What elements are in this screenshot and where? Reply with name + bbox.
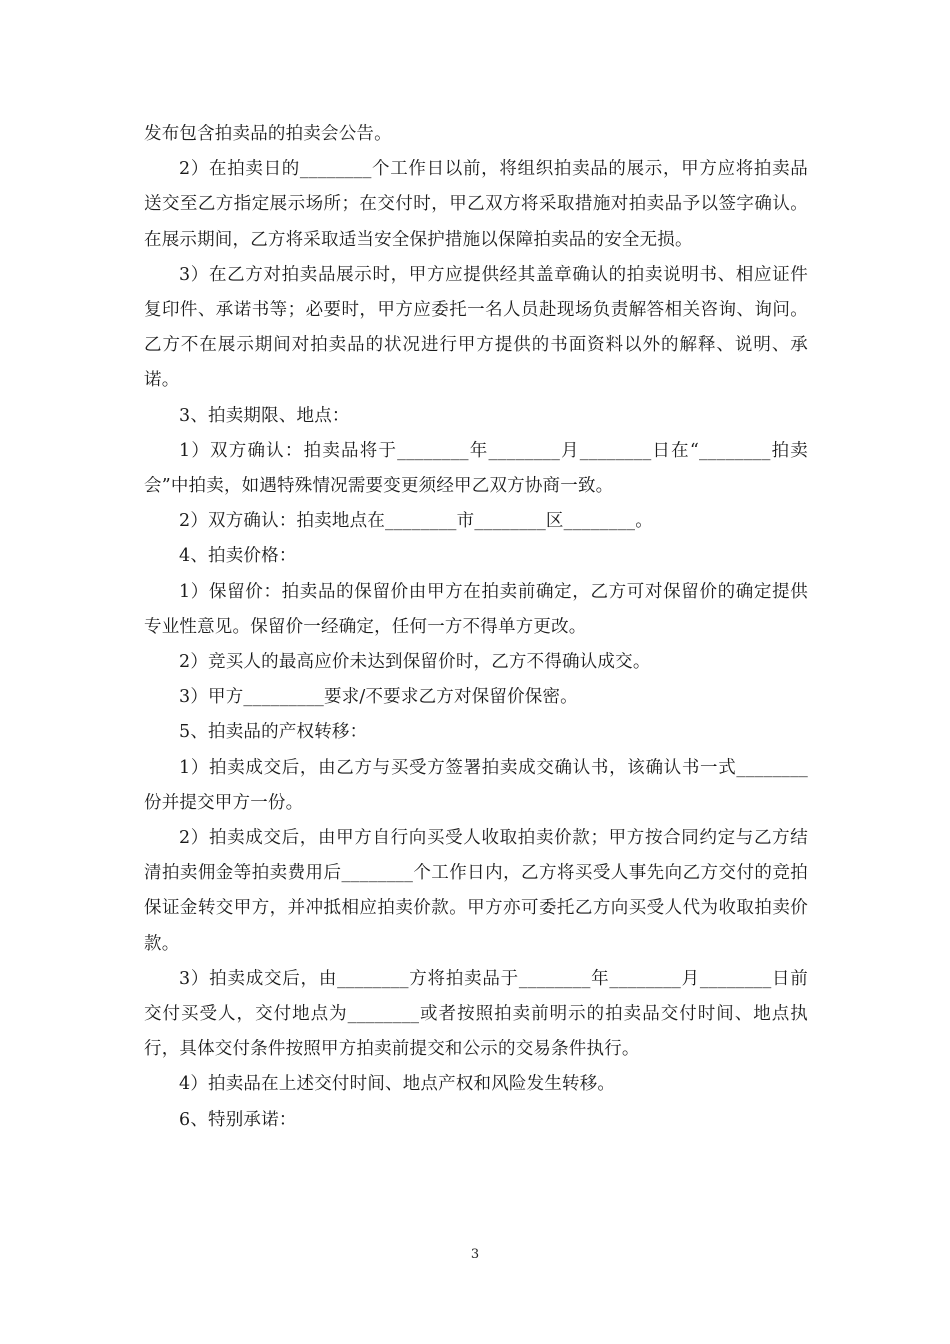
paragraph-8: 1）保留价：拍卖品的保留价由甲方在拍卖前确定，乙方可对保留价的确定提供专业性意见。保留价一经确定，任何一方不得单方更改。 bbox=[144, 581, 808, 637]
paragraph-15: 4）拍卖品在上述交付时间、地点产权和风险发生转移。 bbox=[179, 1074, 616, 1095]
page-number: 3 bbox=[470, 1247, 480, 1262]
paragraph-3: 3）在乙方对拍卖品展示时，甲方应提供经其盖章确认的拍卖说明书、相应证件复印件、承诺书等；必要时，甲方应委托一名人员赴现场负责解答相关咨询、询问。乙方不在展示期间对拍卖品的状况进行甲方提供的书面资料以外的解释、说明、承诺。 bbox=[144, 264, 808, 391]
section-heading-6: 6、特别承诺： bbox=[179, 1109, 297, 1130]
paragraph-10: 3）甲方_________要求/不要求乙方对保留价保密。 bbox=[179, 687, 578, 708]
paragraph-6: 2）双方确认：拍卖地点在________市________区________。 bbox=[179, 511, 653, 532]
paragraph-1: 发布包含拍卖品的拍卖会公告。 bbox=[144, 124, 392, 144]
document-body bbox=[144, 117, 808, 1138]
paragraph-12: 1）拍卖成交后，由乙方与买受方签署拍卖成交确认书，该确认书一式________份并提交甲方一份。 bbox=[144, 757, 808, 813]
paragraph-14: 3）拍卖成交后，由________方将拍卖品于________年________月________日前交付买受人，交付地点为________或者按照拍卖前明示的拍卖品交付时间、地点执行，具体交付条件按照甲方拍卖前提交和公示的交易条件执行。 bbox=[144, 968, 808, 1060]
paragraph-5: 1）双方确认：拍卖品将于________年________月________日在“________拍卖会”中拍卖，如遇特殊情况需要变更须经甲乙双方协商一致。 bbox=[144, 440, 808, 497]
section-heading-3: 3、拍卖期限、地点： bbox=[179, 405, 350, 426]
section-heading-5: 5、拍卖品的产权转移： bbox=[179, 722, 368, 743]
paragraph-13: 2）拍卖成交后，由甲方自行向买受人收取拍卖价款；甲方按合同约定与乙方结清拍卖佣金等拍卖费用后________个工作日内，乙方将买受人事先向乙方交付的竞拍保证金转交甲方，并冲抵相应拍卖价款。甲方亦可委托乙方向买受人代为收取拍卖价款。 bbox=[144, 828, 808, 954]
section-heading-4: 4、拍卖价格： bbox=[179, 546, 297, 567]
paragraph-9: 2）竞买人的最高应价未达到保留价时，乙方不得确认成交。 bbox=[179, 652, 651, 673]
paragraph-2: 2）在拍卖日的________个工作日以前，将组织拍卖品的展示，甲方应将拍卖品送交至乙方指定展示场所；在交付时，甲乙双方将采取措施对拍卖品予以签字确认。在展示期间，乙方将采取适当安全保护措施以保障拍卖品的安全无损。 bbox=[144, 159, 808, 250]
